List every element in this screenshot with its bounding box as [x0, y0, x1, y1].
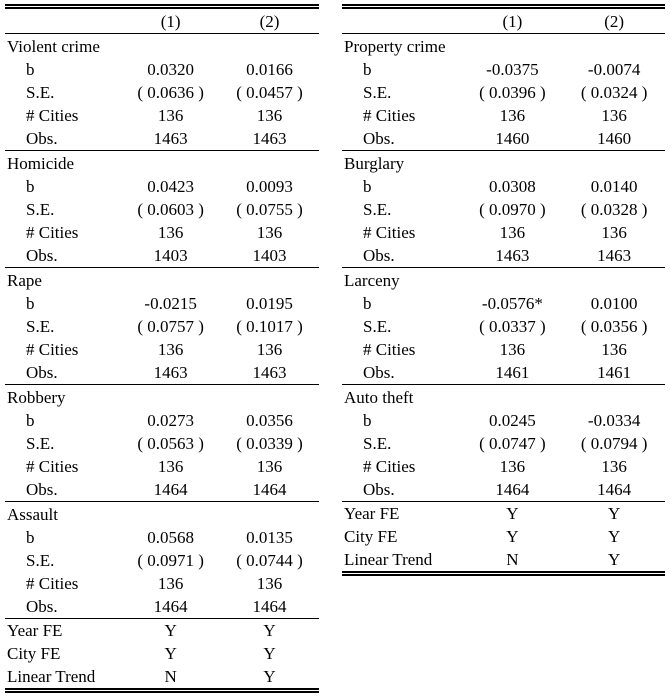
value-cell: 0.0273 — [147, 411, 194, 430]
section-title-row — [5, 502, 319, 527]
row-label: Obs. — [363, 129, 395, 148]
row-label: # Cities — [363, 106, 416, 125]
value-cell: 136 — [499, 223, 526, 242]
row-label: Linear Trend — [344, 550, 433, 569]
data-row — [342, 292, 665, 315]
value-cell: 136 — [157, 574, 184, 593]
value-cell: 1463 — [597, 246, 632, 265]
row-label: Obs. — [26, 480, 58, 499]
row-label: # Cities — [363, 340, 416, 359]
value-cell: ( 0.0563 ) — [137, 434, 204, 453]
value-cell: ( 0.0794 ) — [580, 434, 648, 453]
value-cell: ( 0.1017 ) — [236, 317, 303, 336]
violent-crime-results-table — [5, 4, 319, 693]
section-title: Rape — [5, 268, 319, 293]
value-cell: 1463 — [153, 129, 188, 148]
value-cell: 0.0568 — [147, 528, 194, 547]
value-cell: -0.0074 — [587, 60, 641, 79]
row-label: S.E. — [26, 551, 55, 570]
data-row — [5, 221, 319, 244]
value-cell: 1461 — [597, 363, 632, 382]
row-label: # Cities — [363, 457, 416, 476]
value-cell: 1460 — [597, 129, 632, 148]
section-title: Assault — [5, 502, 319, 527]
data-row — [5, 104, 319, 127]
value-cell: -0.0215 — [144, 294, 197, 313]
row-label: S.E. — [26, 83, 55, 102]
row-label: # Cities — [363, 223, 416, 242]
data-row — [5, 572, 319, 595]
data-row — [342, 198, 665, 221]
value-cell: 1464 — [597, 480, 632, 499]
footer-row — [342, 502, 665, 526]
value-cell: 136 — [256, 340, 283, 359]
data-row — [5, 127, 319, 151]
value-cell: 1464 — [252, 597, 287, 616]
header-spacer-cell — [342, 7, 462, 34]
value-cell: Y — [607, 527, 621, 546]
value-cell: 136 — [601, 223, 627, 242]
row-label: Year FE — [5, 619, 121, 643]
data-row — [5, 198, 319, 221]
value-cell: -0.0576* — [481, 294, 543, 313]
row-label: # Cities — [26, 340, 79, 359]
value-cell: 1464 — [153, 480, 188, 499]
row-label: Year FE — [342, 502, 462, 526]
value-cell: Y — [506, 527, 519, 546]
value-cell: ( 0.0339 ) — [236, 434, 303, 453]
data-row — [342, 104, 665, 127]
data-row — [342, 81, 665, 104]
value-cell: 0.0245 — [488, 411, 536, 430]
value-cell: Y — [164, 644, 177, 663]
data-row — [342, 361, 665, 385]
value-cell: 0.0100 — [590, 294, 638, 313]
column-header-row — [5, 7, 319, 34]
data-row — [342, 315, 665, 338]
row-label: b — [363, 60, 372, 79]
value-cell: ( 0.0324 ) — [580, 83, 648, 102]
data-row — [342, 175, 665, 198]
value-cell: 1463 — [495, 246, 530, 265]
data-row — [5, 432, 319, 455]
section-title: Burglary — [342, 151, 665, 176]
value-cell: 1464 — [153, 597, 188, 616]
value-cell: N — [506, 550, 519, 569]
value-cell: N — [164, 667, 177, 686]
value-cell: Y — [220, 619, 319, 643]
section-title: Auto theft — [342, 385, 665, 410]
value-cell: 1403 — [153, 246, 188, 265]
section-title-row — [342, 385, 665, 410]
row-label: b — [363, 411, 372, 430]
row-label: b — [26, 528, 35, 547]
row-label: b — [363, 294, 372, 313]
value-cell: Y — [462, 502, 564, 526]
data-row — [5, 595, 319, 619]
section-title: Property crime — [342, 34, 665, 59]
value-cell: 0.0356 — [246, 411, 293, 430]
row-label: # Cities — [26, 106, 79, 125]
value-cell: 0.0140 — [590, 177, 638, 196]
data-row — [5, 361, 319, 385]
value-cell: Y — [607, 550, 621, 569]
value-cell: 1460 — [495, 129, 530, 148]
data-row — [5, 244, 319, 268]
data-row — [5, 315, 319, 338]
value-cell: 136 — [157, 106, 184, 125]
row-label: Obs. — [26, 246, 58, 265]
data-row — [5, 409, 319, 432]
property-crime-results-table — [342, 4, 665, 576]
data-row — [5, 338, 319, 361]
data-row — [342, 221, 665, 244]
column-header-1: (1) — [121, 7, 220, 34]
value-cell: 136 — [157, 223, 184, 242]
value-cell: 136 — [256, 106, 283, 125]
data-row — [5, 81, 319, 104]
value-cell: 136 — [256, 574, 283, 593]
value-cell: ( 0.0971 ) — [137, 551, 204, 570]
section-title-row — [342, 34, 665, 59]
value-cell: 1461 — [495, 363, 530, 382]
value-cell: 136 — [499, 106, 526, 125]
data-row — [5, 175, 319, 198]
column-header-2: (2) — [563, 7, 665, 34]
data-row — [342, 478, 665, 502]
row-label: Obs. — [363, 363, 395, 382]
value-cell: 0.0320 — [147, 60, 194, 79]
footer-row — [5, 619, 319, 643]
row-label: City FE — [344, 527, 398, 546]
value-cell: 136 — [256, 457, 283, 476]
value-cell: 136 — [499, 457, 526, 476]
row-label: b — [363, 177, 372, 196]
section-title: Robbery — [5, 385, 319, 410]
data-row — [342, 455, 665, 478]
header-spacer-cell — [5, 7, 121, 34]
row-label: Obs. — [26, 363, 58, 382]
value-cell: 0.0166 — [246, 60, 293, 79]
value-cell: 0.0423 — [147, 177, 194, 196]
row-label: S.E. — [26, 200, 55, 219]
value-cell: ( 0.0603 ) — [137, 200, 204, 219]
value-cell: 1463 — [153, 363, 188, 382]
section-title-row — [5, 151, 319, 176]
section-title-row — [5, 268, 319, 293]
footer-row — [5, 665, 319, 691]
row-label: S.E. — [26, 317, 55, 336]
row-label: Obs. — [26, 597, 58, 616]
row-label: Obs. — [363, 246, 395, 265]
data-row — [342, 244, 665, 268]
section-title: Violent crime — [5, 34, 319, 59]
data-row — [5, 455, 319, 478]
value-cell: ( 0.0356 ) — [580, 317, 648, 336]
footer-row — [342, 548, 665, 574]
value-cell: -0.0375 — [486, 60, 539, 79]
value-cell: 136 — [256, 223, 283, 242]
column-header-1: (1) — [462, 7, 564, 34]
section-title: Homicide — [5, 151, 319, 176]
value-cell: ( 0.0757 ) — [137, 317, 204, 336]
data-row — [342, 338, 665, 361]
data-row — [5, 292, 319, 315]
row-label: S.E. — [26, 434, 55, 453]
value-cell: ( 0.0636 ) — [137, 83, 204, 102]
data-row — [5, 526, 319, 549]
row-label: b — [26, 177, 35, 196]
footer-row — [342, 525, 665, 548]
row-label: Obs. — [363, 480, 395, 499]
column-header-row — [342, 7, 665, 34]
section-title-row — [5, 385, 319, 410]
row-label: City FE — [7, 644, 61, 663]
value-cell: 0.0308 — [488, 177, 536, 196]
section-title-row — [5, 34, 319, 59]
value-cell: ( 0.0396 ) — [479, 83, 546, 102]
value-cell: ( 0.0457 ) — [236, 83, 303, 102]
data-row — [342, 409, 665, 432]
value-cell: ( 0.0744 ) — [236, 551, 303, 570]
row-label: Obs. — [26, 129, 58, 148]
row-label: # Cities — [26, 574, 79, 593]
data-row — [5, 478, 319, 502]
row-label: b — [26, 60, 35, 79]
value-cell: 0.0135 — [246, 528, 293, 547]
value-cell: 136 — [157, 457, 184, 476]
value-cell: 136 — [499, 340, 526, 359]
row-label: S.E. — [363, 434, 392, 453]
value-cell: Y — [263, 644, 276, 663]
value-cell: 1403 — [252, 246, 287, 265]
value-cell: ( 0.0747 ) — [479, 434, 546, 453]
value-cell: 1463 — [252, 129, 287, 148]
data-row — [342, 127, 665, 151]
data-row — [5, 58, 319, 81]
value-cell: 136 — [601, 106, 627, 125]
value-cell: ( 0.0337 ) — [479, 317, 546, 336]
value-cell: 1463 — [252, 363, 287, 382]
value-cell: 136 — [157, 340, 184, 359]
value-cell: 136 — [601, 340, 627, 359]
value-cell: 136 — [601, 457, 627, 476]
value-cell: Y — [263, 667, 276, 686]
value-cell: 0.0093 — [246, 177, 293, 196]
section-title-row — [342, 268, 665, 293]
row-label: b — [26, 294, 35, 313]
footer-row — [5, 642, 319, 665]
value-cell: ( 0.0970 ) — [479, 200, 546, 219]
value-cell: ( 0.0328 ) — [580, 200, 648, 219]
section-title-row — [342, 151, 665, 176]
row-label: S.E. — [363, 317, 392, 336]
value-cell: 1464 — [252, 480, 287, 499]
row-label: # Cities — [26, 457, 79, 476]
value-cell: Y — [121, 619, 220, 643]
value-cell: -0.0334 — [587, 411, 641, 430]
row-label: b — [26, 411, 35, 430]
data-row — [342, 58, 665, 81]
data-row — [5, 549, 319, 572]
value-cell: 0.0195 — [246, 294, 293, 313]
row-label: Linear Trend — [7, 667, 96, 686]
value-cell: Y — [563, 502, 665, 526]
value-cell: ( 0.0755 ) — [236, 200, 303, 219]
section-title: Larceny — [342, 268, 665, 293]
row-label: S.E. — [363, 200, 392, 219]
row-label: S.E. — [363, 83, 392, 102]
column-header-2: (2) — [220, 7, 319, 34]
data-row — [342, 432, 665, 455]
value-cell: 1464 — [495, 480, 530, 499]
row-label: # Cities — [26, 223, 79, 242]
